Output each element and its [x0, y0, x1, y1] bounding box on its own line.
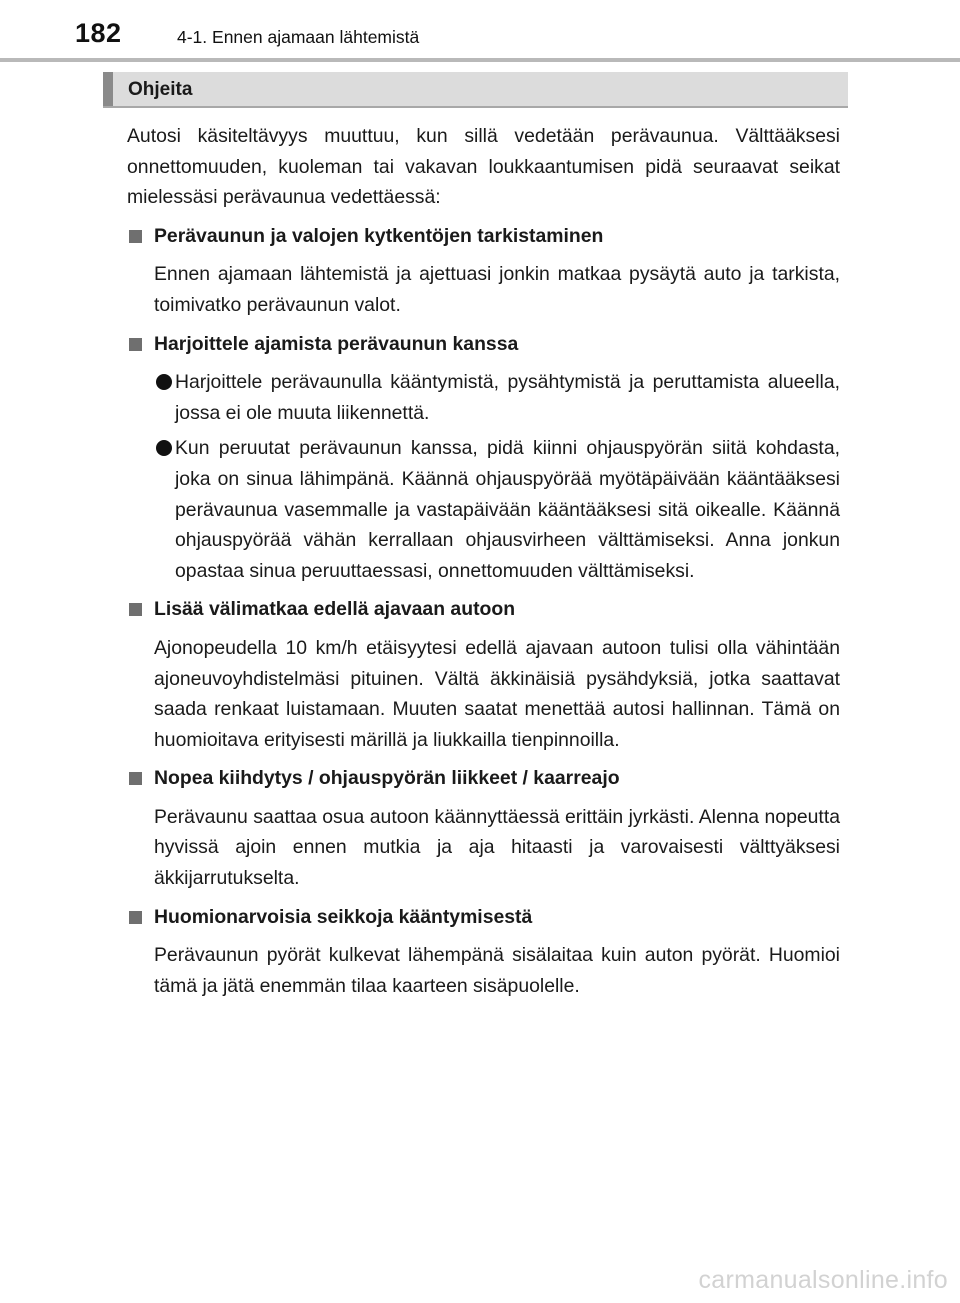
intro-paragraph: Autosi käsiteltävyys muuttuu, kun sillä vedetään perävaunua. Välttääksesi onnettomuuden, kuoleman tai vakavan loukkaantumisen pidä seuraavat seikat mielessäsi perävaunua vedettäessä:	[127, 125, 840, 209]
section-body: Ajonopeudella 10 km/h etäisyytesi edellä ajavaan autoon tulisi olla vähintään ajoneuvoyhdistelmäsi pituinen. Vältä äkkinäisiä pysähdyksiä, jotka saattavat saada renkaat luistamaan. Muuten saatat menettää autosi hallinnan. Tämä on huomioitava erityisesti märillä ja liukkailla tienpinnoilla.	[154, 636, 840, 751]
section-heading	[127, 329, 840, 360]
square-bullet-icon	[129, 911, 142, 924]
callout-label: Ohjeita	[128, 79, 193, 100]
section-following-distance	[127, 594, 840, 755]
header-divider	[0, 58, 960, 62]
list-item	[127, 433, 840, 586]
square-bullet-icon	[129, 603, 142, 616]
section-title: 4-1. Ennen ajamaan lähtemistä	[177, 27, 420, 47]
watermark: carmanualsonline.info	[698, 1266, 948, 1294]
square-bullet-icon	[129, 772, 142, 785]
round-bullet-icon	[156, 374, 172, 390]
section-heading	[127, 763, 840, 794]
section-practice	[127, 329, 840, 587]
section-heading	[127, 902, 840, 933]
section-body: Perävaunu saattaa osua autoon käännyttäessä erittäin jyrkästi. Alenna nopeutta hyvissä ajoin ennen mutkia ja aja hitaasti ja varovaisesti välttyäksesi äkkijarrutukselta.	[154, 805, 840, 890]
warning-callout-header	[103, 72, 848, 108]
round-bullet-icon	[156, 440, 172, 456]
section-heading	[127, 594, 840, 625]
section-heading	[127, 221, 840, 252]
section-heading-text: Lisää välimatkaa edellä ajavaan autoon	[154, 598, 516, 621]
section-turning	[127, 902, 840, 1002]
square-bullet-icon	[129, 230, 142, 243]
section-body: Perävaunun pyörät kulkevat lähempänä sisälaitaa kuin auton pyörät. Huomioi tämä ja jätä enemmän tilaa kaarteen sisäpuolelle.	[154, 944, 840, 997]
section-trailer-lights	[127, 221, 840, 321]
list-item-text: Kun peruutat perävaunun kanssa, pidä kiinni ohjauspyörän siitä kohdasta, joka on sinua lähimpänä. Käännä ohjauspyörää myötäpäivään kääntääksesi perävaunua vasemmalle ja vastapäivään kääntääksesi sitä oikealle. Käännä ohjauspyörää vähän kerrallaan ohjausvirheen välttämiseksi. Anna jonkun opastaa sinua peruuttaessasi, onnettomuuden välttämiseksi.	[175, 437, 840, 582]
square-bullet-icon	[129, 338, 142, 351]
page-header	[0, 0, 960, 70]
section-heading-text: Nopea kiihdytys / ohjauspyörän liikkeet / kaarreajo	[154, 767, 620, 790]
callout-accent-bar	[103, 72, 113, 106]
list-item-text: Harjoittele perävaunulla kääntymistä, pysähtymistä ja peruttamista alueella, jossa ei ole muuta liikennettä.	[175, 371, 840, 424]
section-heading-text: Perävaunun ja valojen kytkentöjen tarkistaminen	[154, 224, 604, 247]
section-heading-text: Harjoittele ajamista perävaunun kanssa	[154, 332, 519, 355]
page-number: 182	[75, 18, 122, 48]
section-acceleration	[127, 763, 840, 893]
list-item	[127, 367, 840, 428]
section-body: Ennen ajamaan lähtemistä ja ajettuasi jonkin matkaa pysäytä auto ja tarkista, toimivatko perävaunun valot.	[154, 263, 840, 316]
section-heading-text: Huomionarvoisia seikkoja kääntymisestä	[154, 905, 533, 928]
callout-content	[127, 121, 840, 1005]
